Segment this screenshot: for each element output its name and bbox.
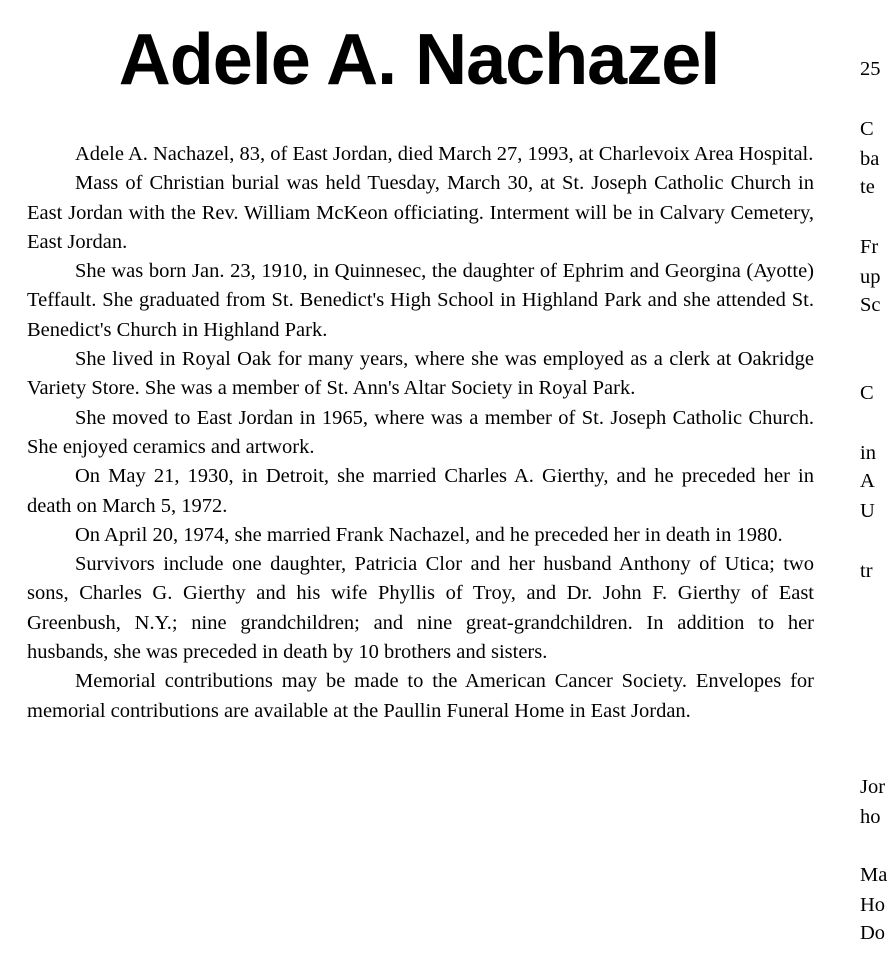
adjacent-fragment: Jor [860, 776, 886, 798]
paragraph-birth: She was born Jan. 23, 1910, in Quinnesec, the daughter of Ephrim and Georgina (Ayotte) Teffault. She graduated from St. Benedict's High School in Highland Park and she attended St. Benedict's Church in Highland Park. [27, 260, 814, 341]
obituary-headline: Adele A. Nachazel [118, 20, 720, 100]
paragraph-employment: She lived in Royal Oak for many years, where she was employed as a clerk at Oakridge Variety Store. She was a member of St. Ann's Altar Society in Royal Park. [27, 348, 814, 400]
adjacent-fragment: in [860, 442, 876, 464]
adjacent-fragment: A [860, 470, 875, 492]
adjacent-column-fragment [855, 0, 895, 960]
adjacent-fragment: Ma [860, 864, 888, 886]
adjacent-fragment: up [860, 266, 881, 288]
adjacent-fragment: Sc [860, 294, 881, 316]
adjacent-fragment: 25 [860, 58, 881, 80]
adjacent-fragment: U [860, 500, 875, 522]
adjacent-fragment: Ho [860, 894, 886, 916]
adjacent-fragment: ba [860, 148, 880, 170]
paragraph-funeral-mass: Mass of Christian burial was held Tuesday, March 30, at St. Joseph Catholic Church in East Jordan with the Rev. William McKeon officiating. Interment will be in Calvary Cemetery, East Jordan. [27, 172, 814, 253]
obituary-body [27, 140, 814, 726]
paragraph-move: She moved to East Jordan in 1965, where was a member of St. Joseph Catholic Church. She enjoyed ceramics and artwork. [27, 406, 814, 458]
paragraph-memorials: Memorial contributions may be made to the American Cancer Society. Envelopes for memorial contributions are available at the Paullin Funeral Home in East Jordan. [27, 670, 814, 722]
adjacent-fragment: Fr [860, 236, 879, 258]
adjacent-fragment: C [860, 118, 874, 140]
paragraph-survivors: Survivors include one daughter, Patricia Clor and her husband Anthony of Utica; two sons, Charles G. Gierthy and his wife Phyllis of Troy, and Dr. John F. Gierthy of East Greenbush, N.Y.; nine grandchildren; and nine great-grandchildren. In addition to her husbands, she was preceded in death by 10 brothers and sisters. [27, 553, 814, 664]
adjacent-fragment: te [860, 176, 875, 198]
adjacent-fragment: Do [860, 922, 886, 944]
paragraph-first-marriage: On May 21, 1930, in Detroit, she married Charles A. Gierthy, and he preceded her in death on March 5, 1972. [27, 465, 814, 517]
paragraph-death-notice: Adele A. Nachazel, 83, of East Jordan, died March 27, 1993, at Charlevoix Area Hospital. [75, 143, 814, 165]
paragraph-second-marriage: On April 20, 1974, she married Frank Nachazel, and he preceded her in death in 1980. [75, 523, 783, 546]
adjacent-fragment: tr [860, 560, 873, 582]
adjacent-fragment: ho [860, 806, 881, 828]
adjacent-fragment: C [860, 382, 874, 404]
